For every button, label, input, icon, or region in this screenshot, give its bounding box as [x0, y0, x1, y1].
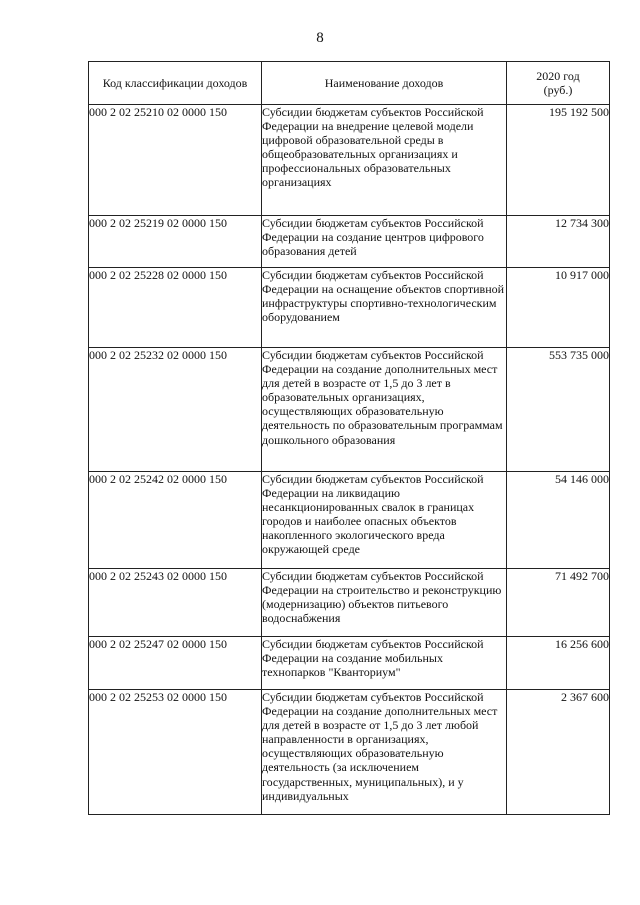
row-code: 000 2 02 25210 02 0000 150: [89, 105, 262, 216]
header-year: 2020 год: [536, 68, 580, 83]
header-code: Код классификации доходов: [89, 62, 262, 105]
row-name: Субсидии бюджетам субъектов Российской Федерации на создание центров цифрового образования детей: [262, 216, 507, 268]
row-amount: 2 367 600: [507, 690, 610, 815]
row-amount: 16 256 600: [507, 637, 610, 690]
header-name: Наименование доходов: [262, 62, 507, 105]
row-code: 000 2 02 25219 02 0000 150: [89, 216, 262, 268]
row-code: 000 2 02 25247 02 0000 150: [89, 637, 262, 690]
row-code: 000 2 02 25228 02 0000 150: [89, 268, 262, 348]
row-name: Субсидии бюджетам субъектов Российской Федерации на оснащение объектов спортивной инфраструктуры спортивно-технологическим оборудованием: [262, 268, 507, 348]
table-row: [89, 105, 610, 216]
row-code: 000 2 02 25242 02 0000 150: [89, 472, 262, 569]
row-amount: 195 192 500: [507, 105, 610, 216]
row-name: Субсидии бюджетам субъектов Российской Федерации на создание дополнительных мест для детей в возрасте от 1,5 до 3 лет в образовательных организациях, осуществляющих образовательную деятельность по образовательным программам дошкольного образования: [262, 348, 507, 472]
row-amount: 54 146 000: [507, 472, 610, 569]
row-amount: 12 734 300: [507, 216, 610, 268]
row-amount: 553 735 000: [507, 348, 610, 472]
row-name: Субсидии бюджетам субъектов Российской Федерации на создание дополнительных мест для детей в возрасте от 1,5 до 3 лет любой направленности в организациях, осуществляющих образовательную деятельность (за исключением государственных, муниципальных), и у индивидуальных: [262, 690, 507, 815]
header-unit: (руб.): [543, 83, 573, 97]
row-amount: 10 917 000: [507, 268, 610, 348]
header-amount: [507, 62, 610, 105]
page-number: 8: [316, 30, 324, 46]
income-table: [88, 61, 610, 815]
row-name: Субсидии бюджетам субъектов Российской Федерации на строительство и реконструкцию (модернизацию) объектов питьевого водоснабжения: [262, 569, 507, 637]
table-row: [89, 569, 610, 637]
row-code: 000 2 02 25253 02 0000 150: [89, 690, 262, 815]
table-row: [89, 216, 610, 268]
table-row: [89, 268, 610, 348]
row-amount: 71 492 700: [507, 569, 610, 637]
row-name: Субсидии бюджетам субъектов Российской Федерации на создание мобильных технопарков "Кванториум": [262, 637, 507, 690]
table-row: [89, 637, 610, 690]
row-code: 000 2 02 25232 02 0000 150: [89, 348, 262, 472]
table-row: [89, 348, 610, 472]
table-row: [89, 472, 610, 569]
row-name: Субсидии бюджетам субъектов Российской Федерации на ликвидацию несанкционированных свалок в границах городов и наиболее опасных объектов накопленного экологического вреда окружающей среде: [262, 472, 507, 569]
row-name: Субсидии бюджетам субъектов Российской Федерации на внедрение целевой модели цифровой образовательной среды в общеобразовательных организациях и профессиональных образовательных организациях: [262, 105, 507, 216]
row-code: 000 2 02 25243 02 0000 150: [89, 569, 262, 637]
table-header-row: [89, 62, 610, 105]
table-row: [89, 690, 610, 815]
